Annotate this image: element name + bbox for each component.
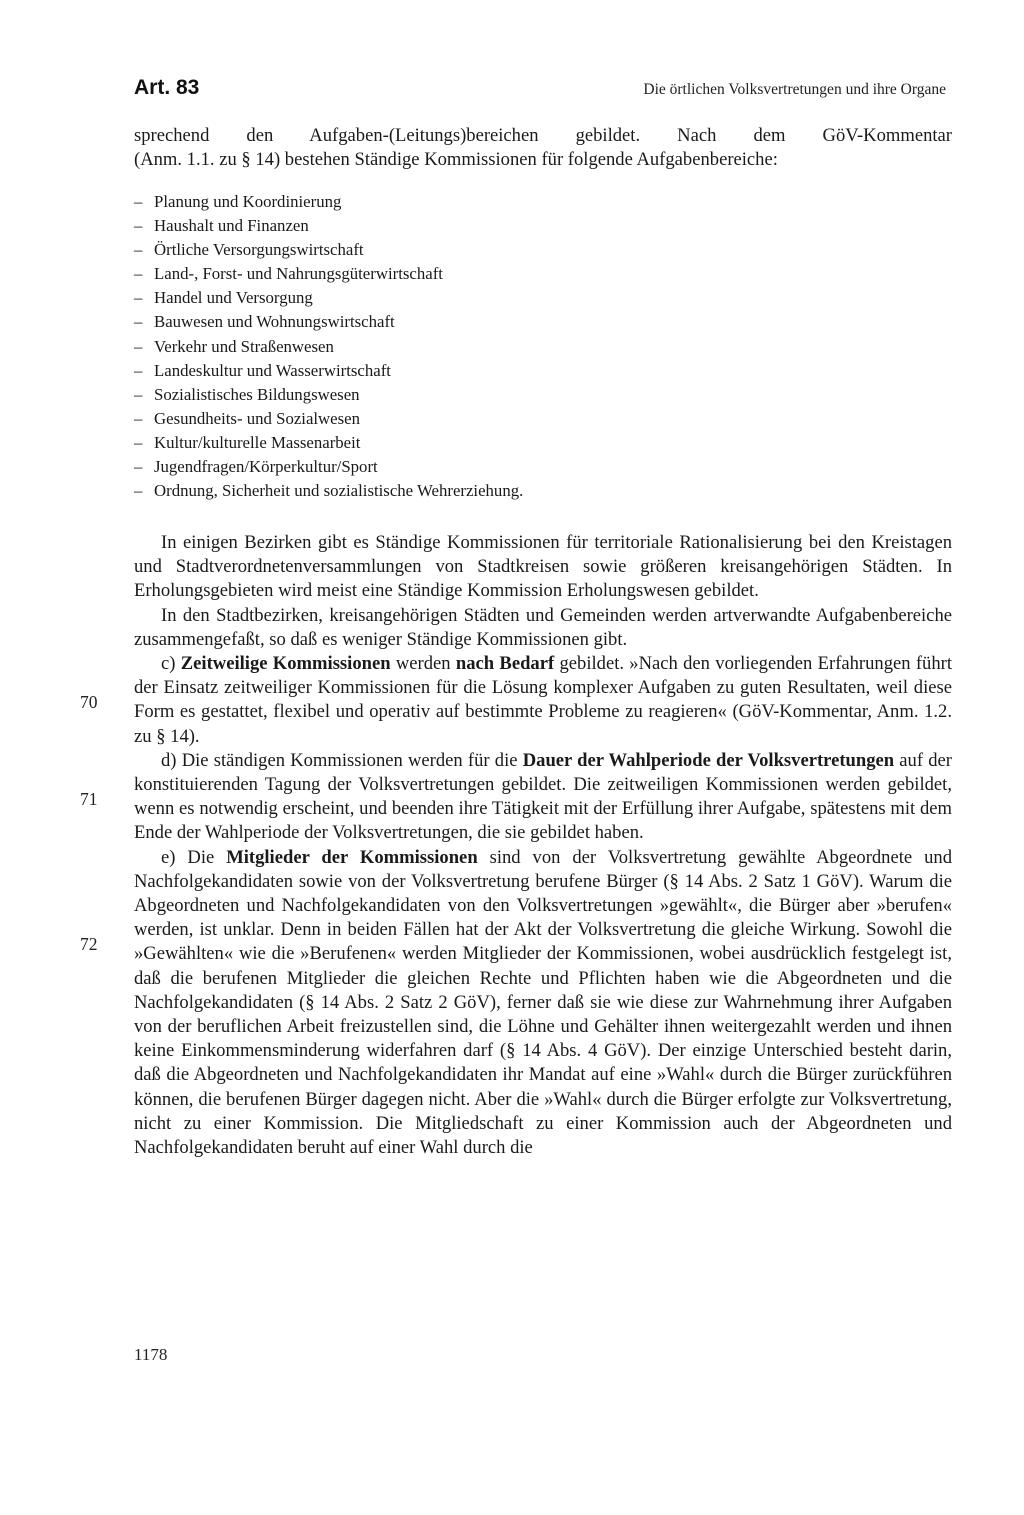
list-dash: – <box>134 384 143 404</box>
list-dash: – <box>134 264 143 284</box>
list-dash: – <box>134 481 143 501</box>
list-item: – Örtliche Versorgungswirtschaft <box>134 238 952 262</box>
list-item: – Haushalt und Finanzen <box>134 214 952 238</box>
list-item: – Ordnung, Sicherheit und sozialistische Wehrerziehung. <box>134 479 952 503</box>
list-item: – Planung und Koordinierung <box>134 190 952 214</box>
paragraph-bezirke: In einigen Bezirken gibt es Ständige Kommissionen für territoriale Rationalisierung bei den Kreistagen und Stadtverordnetenversammlungen von Stadtkreisen sowie größeren kreisangehörigen Städten. In Erholungsgebieten wird meist eine Ständige Kommission Erholungswesen gebildet. <box>134 532 952 602</box>
intro-line-1: sprechend den Aufgaben-(Leitungs)bereichen gebildet. Nach dem GöV-Kommentar <box>134 125 952 146</box>
paragraph-71: d) Die ständigen Kommissionen werden für die Dauer der Wahlperiode der Volksvertretungen auf der konstituierenden Tagung der Volksvertretungen gebildet. Die zeitweiligen Kommissionen werden gebildet, wenn es notwendig erscheint, und beenden ihre Tätigkeit mit der Erfüllung ihrer Aufgabe, spätestens mit dem Ende der Wahlperiode der Volksvertretungen, die sie gebildet haben. <box>134 749 952 844</box>
list-dash: – <box>134 432 143 452</box>
bold-term: Dauer der Wahlperiode der Volksvertretungen <box>522 749 895 771</box>
margin-number-71: 71 <box>80 789 98 809</box>
list-item: – Verkehr und Straßenwesen <box>134 335 952 359</box>
bold-term: Mitglieder der Kommissionen <box>226 846 478 868</box>
list-item: – Gesundheits- und Sozialwesen <box>134 407 952 431</box>
list-item: – Sozialistisches Bildungswesen <box>134 383 952 407</box>
page-number: 1178 <box>134 1345 168 1364</box>
list-item: – Kultur/kulturelle Massenarbeit <box>134 431 952 455</box>
margin-number-70: 70 <box>80 692 98 712</box>
running-title: Die örtlichen Volksvertretungen und ihre Organe <box>643 81 946 98</box>
list-dash: – <box>134 312 143 332</box>
list-dash: – <box>134 216 143 236</box>
intro-line-2: (Anm. 1.1. zu § 14) bestehen Ständige Kommissionen für folgende Aufgabenbereiche: <box>134 149 778 171</box>
intro-paragraph <box>134 124 952 172</box>
article-number: Art. 83 <box>134 76 200 99</box>
list-dash: – <box>134 336 143 356</box>
list-dash: – <box>134 288 143 308</box>
list-item: – Bauwesen und Wohnungswirtschaft <box>134 310 952 334</box>
paragraph-72: e) Die Mitglieder der Kommissionen sind von der Volksvertretung gewählte Abgeordnete und Nachfolgekandidaten sowie von der Volksvertretung berufene Bürger (§ 14 Abs. 2 Satz 1 GöV). Warum die Abgeordneten und Nachfolgekandidaten von den Volksvertretungen »gewählt«, die Bürger aber »berufen« werden, ist unklar. Denn in beiden Fällen hat der Akt der Volksvertretung die gleiche Wirkung. Sowohl die »Gewählten« wie die »Berufenen« werden Mitglieder der Kommissionen, wobei ausdrücklich festgelegt ist, daß die berufenen Mitglieder die gleichen Rechte und Pflichten haben wie die Abgeordneten und die Nachfolgekandidaten (§ 14 Abs. 2 Satz 2 GöV), ferner daß sie wie diese zur Wahrnehmung ihrer Aufgaben von der beruflichen Arbeit freizustellen sind, die Löhne und Gehälter ihnen weitergezahlt werden und ihnen keine Einkommensminderung widerfahren darf (§ 14 Abs. 4 GöV). Der einzige Unterschied besteht darin, daß die Abgeordneten und Nachfolgekandidaten ihr Mandat auf eine »Wahl« durch die Bürger zurückführen können, die berufenen Bürger dagegen nicht. Aber die »Wahl« durch die Bürger erfolgte zur Volksvertretung, nicht zu einer Kommission. Die Mitgliedschaft zu einer Kommission auch der Abgeordneten und Nachfolgekandidaten beruht auf einer Wahl durch die <box>134 846 952 1159</box>
task-areas-list <box>134 190 952 503</box>
list-dash: – <box>134 192 143 211</box>
list-item: – Jugendfragen/Körperkultur/Sport <box>134 455 952 479</box>
list-item: – Landeskultur und Wasserwirtschaft <box>134 359 952 383</box>
paragraph-70: c) Zeitweilige Kommissionen werden nach Bedarf gebildet. »Nach den vorliegenden Erfahrungen führt der Einsatz zeitweiliger Kommissionen für die Lösung komplexer Aufgaben zu guten Resultaten, weil diese Form es gestattet, flexibel und operativ auf bestimmte Probleme zu reagieren« (GöV-Kommentar, Anm. 1.2. zu § 14). <box>134 653 953 747</box>
body-text <box>134 531 952 1160</box>
paragraph-stadtbezirke: In den Stadtbezirken, kreisangehörigen Städten und Gemeinden werden artverwandte Aufgabenbereiche zusammengefaßt, so daß es weniger Ständige Kommissionen gibt. <box>134 604 952 650</box>
margin-number-72: 72 <box>80 934 98 954</box>
list-dash: – <box>134 240 143 260</box>
list-dash: – <box>134 457 143 477</box>
bold-term: nach Bedarf <box>455 653 555 675</box>
list-dash: – <box>134 408 143 428</box>
list-dash: – <box>134 360 143 380</box>
bold-term: Zeitweilige Kommissionen <box>180 653 391 675</box>
list-item: – Land-, Forst- und Nahrungsgüterwirtschaft <box>134 262 952 286</box>
list-item: – Handel und Versorgung <box>134 286 952 310</box>
